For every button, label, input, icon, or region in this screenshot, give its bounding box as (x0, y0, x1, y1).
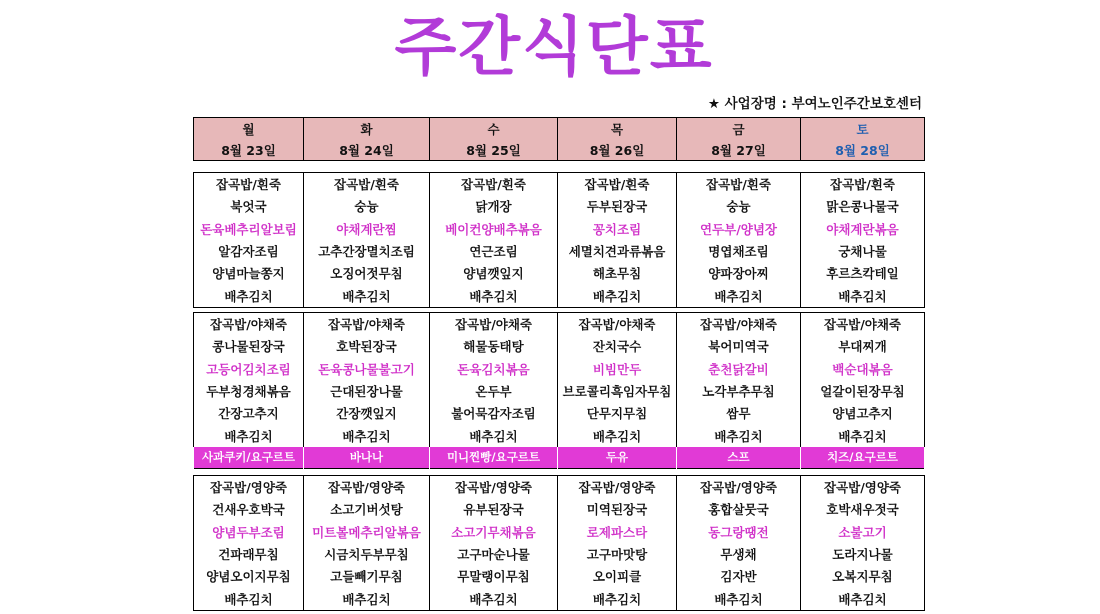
menu-cell: 배추김치 (801, 284, 925, 307)
menu-cell: 무말랭이무침 (430, 565, 558, 587)
menu-cell: 배추김치 (430, 284, 558, 307)
date-sat: 8월 28일 (801, 139, 925, 161)
menu-cell: 홍합살뭇국 (677, 498, 801, 520)
menu-cell: 소불고기 (801, 521, 925, 543)
menu-cell: 쌈무 (677, 402, 801, 424)
snack-cell: 스프 (677, 447, 801, 469)
menu-cell: 단무지무침 (558, 402, 677, 424)
menu-row (194, 543, 925, 565)
snack-cell: 미니찐빵/요구르트 (430, 447, 558, 469)
menu-cell: 해물동태탕 (430, 335, 558, 357)
date-tue: 8월 24일 (304, 139, 430, 161)
menu-row (194, 218, 925, 240)
snack-cell: 사과쿠키/요구르트 (194, 447, 304, 469)
menu-row (194, 380, 925, 402)
menu-cell: 고들빼기무침 (304, 565, 430, 587)
menu-row (194, 476, 925, 499)
menu-cell: 호박새우젓국 (801, 498, 925, 520)
menu-cell: 잡곡밥/야채죽 (677, 313, 801, 336)
menu-cell: 닭개장 (430, 195, 558, 217)
menu-cell: 잡곡밥/영양죽 (677, 476, 801, 499)
facility-name: ★ 사업장명 : 부여노인주간보호센터 (707, 96, 922, 112)
day-sat: 토 (801, 118, 925, 140)
day-thu: 목 (558, 118, 677, 140)
menu-cell: 잡곡밥/야채죽 (430, 313, 558, 336)
menu-cell: 알감자조림 (194, 240, 304, 262)
menu-cell: 김자반 (677, 565, 801, 587)
day-tue: 화 (304, 118, 430, 140)
menu-row (194, 284, 925, 307)
menu-cell: 잡곡밥/영양죽 (194, 476, 304, 499)
date-fri: 8월 27일 (677, 139, 801, 161)
menu-row (194, 358, 925, 380)
menu-cell: 오징어젓무침 (304, 262, 430, 284)
menu-row (194, 587, 925, 610)
menu-cell: 배추김치 (677, 424, 801, 446)
menu-cell: 유부된장국 (430, 498, 558, 520)
menu-cell: 오복지무침 (801, 565, 925, 587)
menu-cell: 잡곡밥/영양죽 (430, 476, 558, 499)
menu-cell: 브로콜리흑임자무침 (558, 380, 677, 402)
menu-cell: 잡곡밥/흰죽 (430, 173, 558, 196)
day-mon: 월 (194, 118, 304, 140)
menu-cell: 야채계란찜 (304, 218, 430, 240)
menu-cell: 양념두부조림 (194, 521, 304, 543)
menu-cell: 배추김치 (430, 587, 558, 610)
menu-cell: 배추김치 (194, 424, 304, 446)
menu-cell: 무생채 (677, 543, 801, 565)
menu-cell: 숭늉 (304, 195, 430, 217)
day-fri: 금 (677, 118, 801, 140)
snack-row (194, 447, 925, 469)
menu-cell: 양념마늘쫑지 (194, 262, 304, 284)
date-wed: 8월 25일 (430, 139, 558, 161)
menu-cell: 도라지나물 (801, 543, 925, 565)
menu-cell: 해초무침 (558, 262, 677, 284)
menu-cell: 배추김치 (430, 424, 558, 446)
menu-cell: 양념깻잎지 (430, 262, 558, 284)
menu-cell: 잡곡밥/영양죽 (558, 476, 677, 499)
menu-row (194, 521, 925, 543)
menu-cell: 베이컨양배추볶음 (430, 218, 558, 240)
menu-cell: 배추김치 (194, 284, 304, 307)
menu-cell: 돈육베추리알보림 (194, 218, 304, 240)
menu-row (194, 402, 925, 424)
menu-cell: 배추김치 (801, 587, 925, 610)
menu-cell: 오이피클 (558, 565, 677, 587)
menu-row (194, 195, 925, 217)
menu-cell: 근대된장나물 (304, 380, 430, 402)
menu-cell: 시금치두부무침 (304, 543, 430, 565)
menu-cell: 잡곡밥/영양죽 (801, 476, 925, 499)
menu-cell: 간장깻잎지 (304, 402, 430, 424)
lunch-table (193, 312, 925, 469)
day-row (194, 118, 925, 140)
menu-cell: 고등어김치조림 (194, 358, 304, 380)
menu-cell: 양파장아찌 (677, 262, 801, 284)
menu-cell: 백순대볶음 (801, 358, 925, 380)
menu-cell: 숭늉 (677, 195, 801, 217)
dinner-table (193, 475, 925, 611)
menu-cell: 부대찌개 (801, 335, 925, 357)
menu-cell: 양념고추지 (801, 402, 925, 424)
breakfast-table (193, 172, 925, 308)
menu-cell: 고추간장멸치조림 (304, 240, 430, 262)
menu-cell: 잡곡밥/흰죽 (677, 173, 801, 196)
menu-cell: 콩나물된장국 (194, 335, 304, 357)
menu-cell: 명엽채조림 (677, 240, 801, 262)
menu-cell: 온두부 (430, 380, 558, 402)
menu-cell: 잔치국수 (558, 335, 677, 357)
menu-cell: 건파래무침 (194, 543, 304, 565)
menu-cell: 잡곡밥/흰죽 (801, 173, 925, 196)
menu-cell: 배추김치 (558, 284, 677, 307)
menu-cell: 잡곡밥/야채죽 (194, 313, 304, 336)
menu-cell: 고구마순나물 (430, 543, 558, 565)
menu-cell: 배추김치 (677, 587, 801, 610)
menu-row (194, 262, 925, 284)
menu-cell: 꽁치조림 (558, 218, 677, 240)
menu-cell: 얼갈이된장무침 (801, 380, 925, 402)
menu-cell: 배추김치 (304, 284, 430, 307)
snack-cell: 치즈/요구르트 (801, 447, 925, 469)
menu-cell: 궁채나물 (801, 240, 925, 262)
menu-cell: 돈육김치볶음 (430, 358, 558, 380)
menu-cell: 미트볼메추리알볶음 (304, 521, 430, 543)
snack-cell: 바나나 (304, 447, 430, 469)
menu-row (194, 565, 925, 587)
menu-cell: 잡곡밥/영양죽 (304, 476, 430, 499)
snack-cell: 두유 (558, 447, 677, 469)
menu-cell: 호박된장국 (304, 335, 430, 357)
day-wed: 수 (430, 118, 558, 140)
menu-cell: 배추김치 (304, 424, 430, 446)
menu-cell: 고구마맛탕 (558, 543, 677, 565)
menu-cell: 배추김치 (194, 587, 304, 610)
menu-cell: 불어묵감자조림 (430, 402, 558, 424)
menu-cell: 연근조림 (430, 240, 558, 262)
menu-cell: 양념오이지무침 (194, 565, 304, 587)
menu-cell: 건새우호박국 (194, 498, 304, 520)
menu-row (194, 424, 925, 446)
menu-cell: 잡곡밥/야채죽 (304, 313, 430, 336)
date-row (194, 139, 925, 161)
menu-cell: 로제파스타 (558, 521, 677, 543)
day-header (193, 117, 925, 161)
menu-cell: 배추김치 (558, 424, 677, 446)
menu-cell: 동그랑땡전 (677, 521, 801, 543)
menu-cell: 북어미역국 (677, 335, 801, 357)
menu-cell: 잡곡밥/야채죽 (801, 313, 925, 336)
menu-cell: 간장고추지 (194, 402, 304, 424)
menu-cell: 후르츠칵테일 (801, 262, 925, 284)
menu-cell: 춘천닭갈비 (677, 358, 801, 380)
menu-cell: 연두부/양념장 (677, 218, 801, 240)
menu-cell: 잡곡밥/야채죽 (558, 313, 677, 336)
menu-cell: 두부청경채볶음 (194, 380, 304, 402)
date-mon: 8월 23일 (194, 139, 304, 161)
page-title: 주간식단표 (394, 11, 714, 85)
menu-cell: 세멸치견과류볶음 (558, 240, 677, 262)
menu-cell: 북엇국 (194, 195, 304, 217)
menu-cell: 소고기무채볶음 (430, 521, 558, 543)
menu-cell: 배추김치 (677, 284, 801, 307)
menu-cell: 잡곡밥/흰죽 (558, 173, 677, 196)
menu-row (194, 335, 925, 357)
menu-row (194, 313, 925, 336)
menu-cell: 소고기버섯탕 (304, 498, 430, 520)
menu-row (194, 173, 925, 196)
menu-cell: 노각부추무침 (677, 380, 801, 402)
menu-cell: 두부된장국 (558, 195, 677, 217)
menu-row (194, 240, 925, 262)
menu-cell: 미역된장국 (558, 498, 677, 520)
menu-cell: 돈육콩나물불고기 (304, 358, 430, 380)
menu-cell: 배추김치 (558, 587, 677, 610)
menu-cell: 배추김치 (801, 424, 925, 446)
menu-row (194, 498, 925, 520)
menu-cell: 배추김치 (304, 587, 430, 610)
menu-cell: 잡곡밥/흰죽 (304, 173, 430, 196)
menu-cell: 잡곡밥/흰죽 (194, 173, 304, 196)
menu-cell: 맑은콩나물국 (801, 195, 925, 217)
menu-cell: 야채계란볶음 (801, 218, 925, 240)
date-thu: 8월 26일 (558, 139, 677, 161)
menu-cell: 비빔만두 (558, 358, 677, 380)
